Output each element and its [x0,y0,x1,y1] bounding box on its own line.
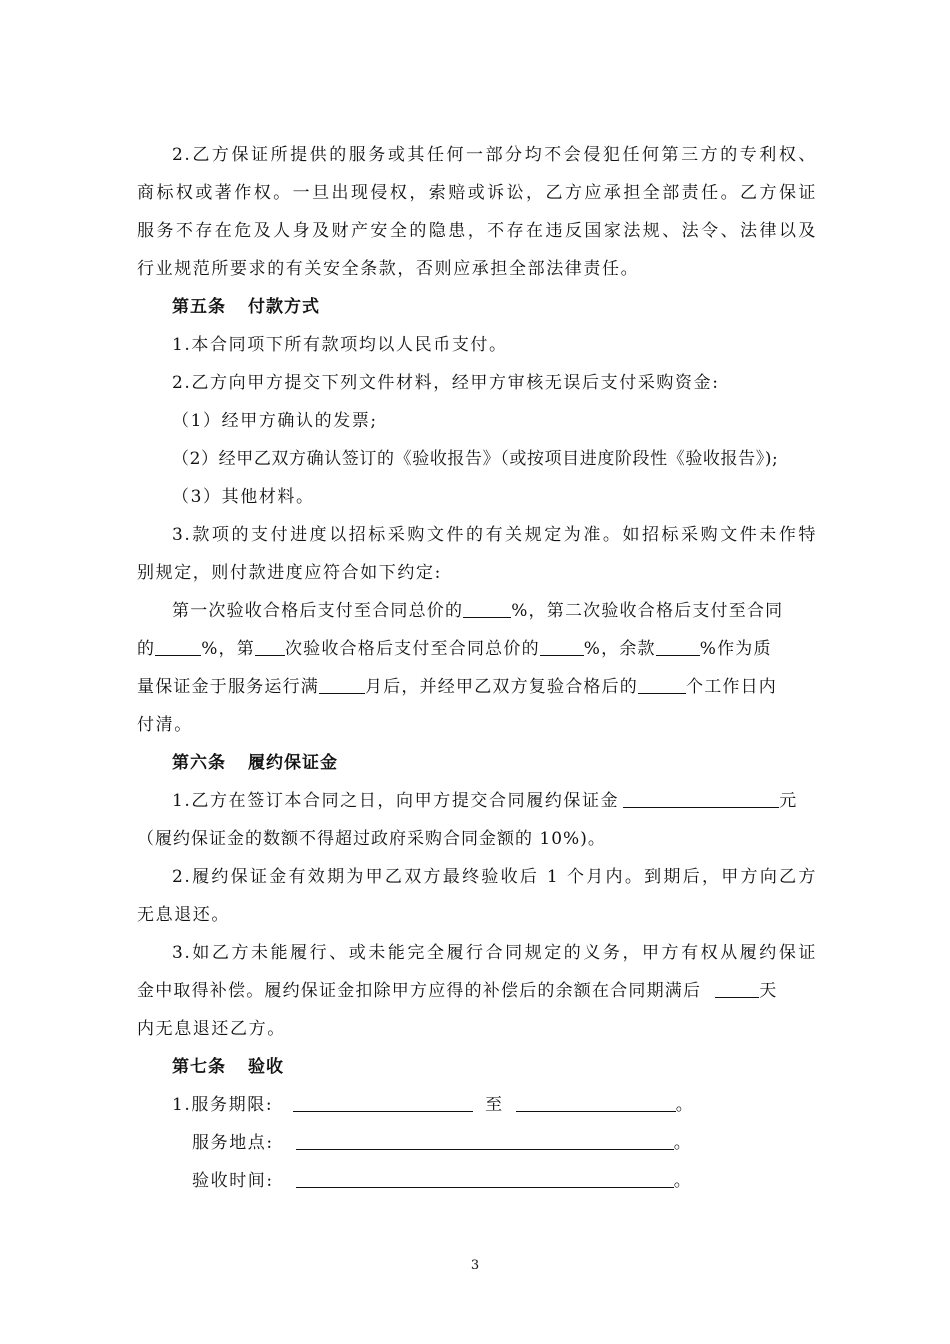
blank-working-days[interactable] [638,675,686,694]
sec7-service-location-row [192,1124,812,1162]
schedule-text: %，余款 [583,639,656,659]
sec6-p2-line2: 无息退还。 [137,905,230,925]
sec6-p3-line3: 内无息退还乙方。 [137,1019,286,1039]
row-end-mark: 。 [673,1171,693,1191]
sec6-p3-line2 [137,972,817,1010]
inspection-time-label: 验收时间: [192,1171,274,1191]
sec4-p2-line4: 行业规范所要求的有关安全条款，否则应承担全部法律责任。 [137,259,640,279]
schedule-text: 量保证金于服务运行满 [137,677,319,697]
sec6-title: 履约保证金 [248,753,338,773]
sec6-heading [172,744,817,782]
blank-months[interactable] [319,675,365,694]
sec5-heading [172,288,817,326]
service-period-to: 至 [485,1095,504,1115]
sec5-p2: 2.乙方向甲方提交下列文件材料，经甲方审核无误后支付采购资金: [172,373,720,393]
sec5-item3: （3）其他材料。 [172,487,315,507]
sec5-schedule-line1 [172,592,817,630]
sec5-p3-line1: 3.款项的支付进度以招标采购文件的有关规定为准。如招标采购文件未作特 [172,525,817,545]
sec4-p2-line3: 服务不存在危及人身及财产安全的隐患，不存在违反国家法规、法令、法律以及 [137,221,817,241]
sec6-p3-line1: 3.如乙方未能履行、或未能完全履行合同规定的义务，甲方有权从履约保证 [172,943,817,963]
blank-second-percent[interactable] [155,637,201,656]
service-period-label: 1.服务期限: [172,1095,274,1115]
blank-service-period-start[interactable] [293,1093,473,1112]
blank-nth-percent[interactable] [540,637,584,656]
blank-service-location[interactable] [296,1131,674,1150]
sec6-p3-unit: 天 [759,981,778,1001]
schedule-text: 个工作日内 [686,677,777,697]
sec5-schedule-line3 [137,668,817,706]
blank-nth-inspection[interactable] [255,637,285,656]
sec6-p3-text: 金中取得补偿。履约保证金扣除甲方应得的补偿后的余额在合同期满后 [137,981,702,1001]
sec7-service-period-row [172,1086,817,1124]
sec7-inspection-time-row [192,1162,812,1200]
sec7-heading [172,1048,817,1086]
row-end-mark: 。 [675,1095,695,1115]
sec6-number: 第六条 [172,753,226,773]
blank-balance-percent[interactable] [656,637,700,656]
blank-refund-days[interactable] [715,979,759,998]
page-number: 3 [470,1258,480,1273]
row-end-mark: 。 [673,1133,693,1153]
sec5-p1: 1.本合同项下所有款项均以人民币支付。 [172,335,508,355]
schedule-text: 的 [137,639,156,659]
schedule-text: 第一次验收合格后支付至合同总价的 [172,601,464,621]
sec6-p1-line2: （履约保证金的数额不得超过政府采购合同金额的 10%)。 [137,829,606,849]
sec6-p2-line1: 2.履约保证金有效期为甲乙双方最终验收后 1 个月内。到期后，甲方向乙方 [172,867,817,887]
sec6-p1-text: 1.乙方在签订本合同之日，向甲方提交合同履约保证金 [172,791,620,811]
sec5-number: 第五条 [172,297,226,317]
sec5-title: 付款方式 [248,297,320,317]
schedule-text: 次验收合格后支付至合同总价的 [284,639,540,659]
sec6-p1-line1 [172,782,817,820]
service-location-label: 服务地点: [192,1133,274,1153]
blank-service-period-end[interactable] [516,1093,676,1112]
sec7-title: 验收 [248,1057,284,1077]
schedule-text: %，第二次验收合格后支付至合同 [511,601,784,621]
sec5-schedule-line4: 付清。 [137,715,193,735]
schedule-text: 月后，并经甲乙双方复验合格后的 [365,677,638,697]
blank-first-percent[interactable] [463,599,511,618]
sec7-number: 第七条 [172,1057,226,1077]
sec5-p3-line2: 别规定，则付款进度应符合如下约定: [137,563,442,583]
sec6-p1-unit: 元 [779,791,798,811]
sec4-p2-line1: 2.乙方保证所提供的服务或其任何一部分均不会侵犯任何第三方的专利权、 [172,145,817,165]
schedule-text: %，第 [201,639,255,659]
blank-performance-bond-amount[interactable] [623,789,779,808]
sec4-p2-line2: 商标权或著作权。一旦出现侵权，索赔或诉讼，乙方应承担全部责任。乙方保证 [137,183,817,203]
sec5-schedule-line2 [137,630,817,668]
schedule-text: %作为质 [699,639,772,659]
sec5-item1: （1）经甲方确认的发票; [172,411,378,431]
sec5-item2: （2）经甲乙双方确认签订的《验收报告》（或按项目进度阶段性《验收报告》); [172,449,779,469]
blank-inspection-time[interactable] [296,1169,674,1188]
